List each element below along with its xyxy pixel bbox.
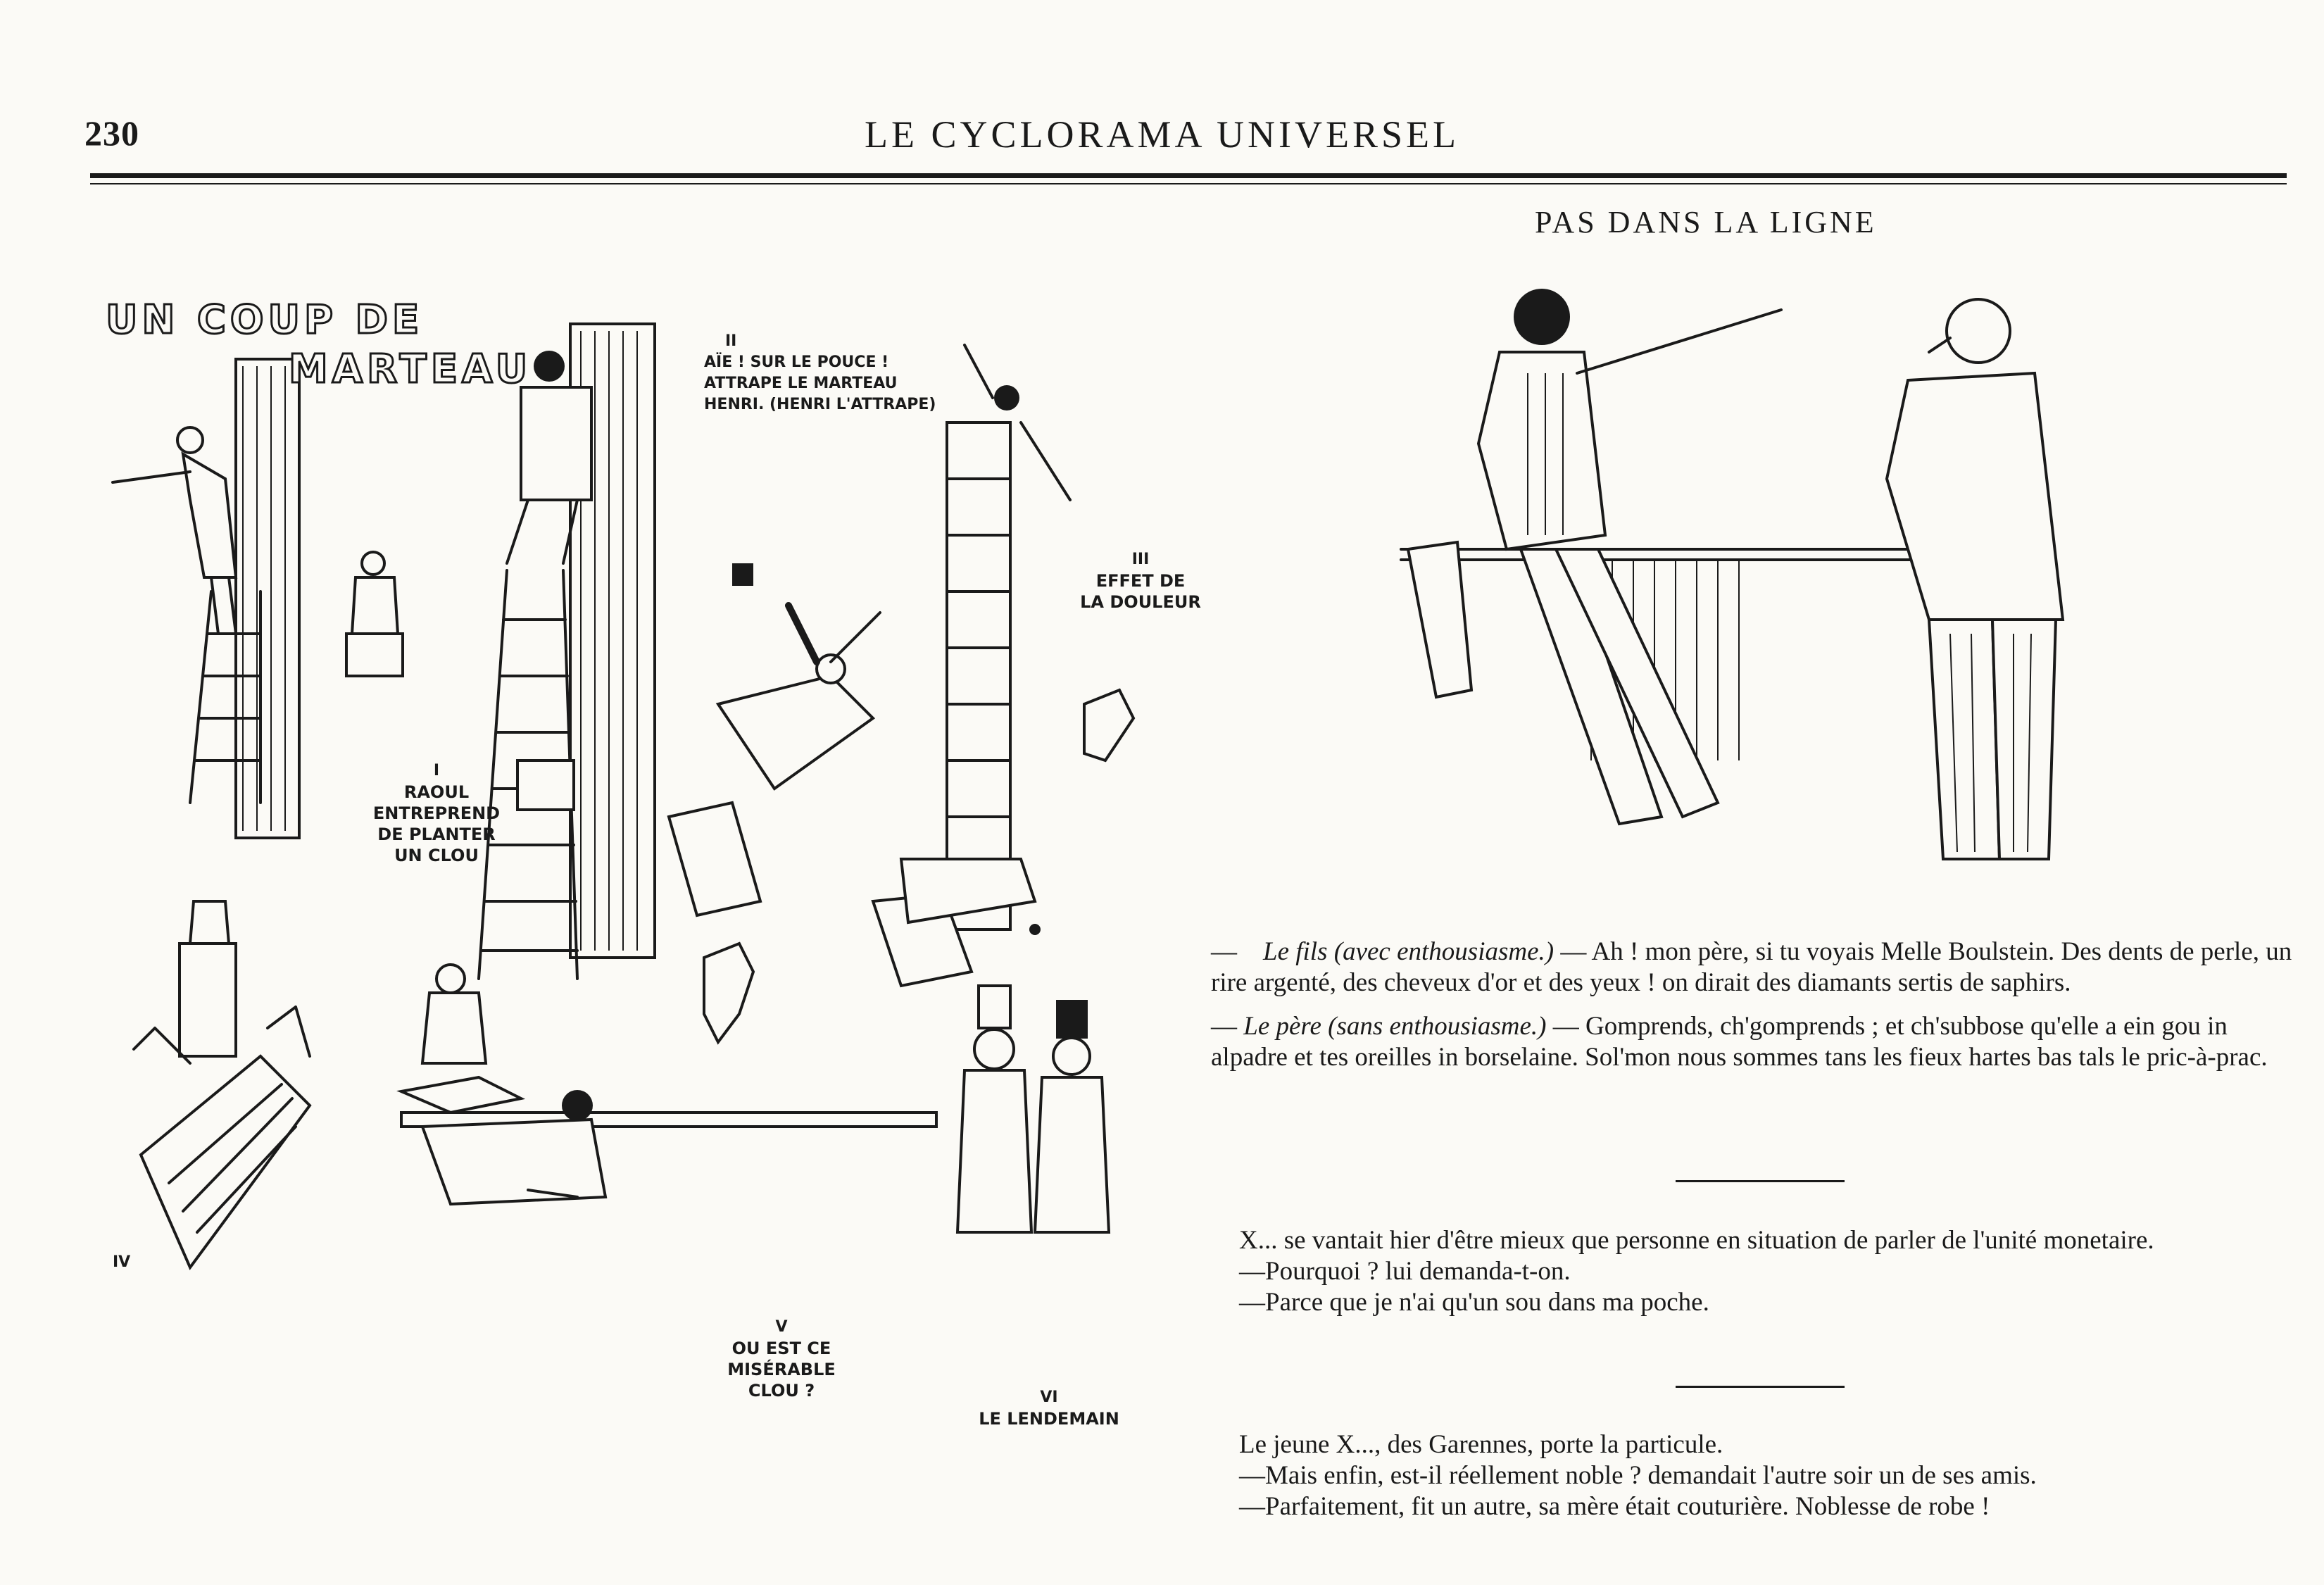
- panel-6-line-1: LE LENDEMAIN: [979, 1409, 1119, 1429]
- anecdote-2: [1211, 1429, 2295, 1522]
- panel-4-numeral: IV: [113, 1253, 131, 1271]
- panel-2-caption: [704, 331, 957, 415]
- separator-2: [1676, 1386, 1845, 1388]
- panel-1-line-2: ENTREPREND: [372, 803, 501, 823]
- panel-6-numeral: VI: [1040, 1389, 1058, 1406]
- panel-2-numeral: II: [725, 332, 737, 350]
- panel-2-line-3: HENRI. (HENRI L'ATTRAPE): [704, 396, 936, 413]
- anecdote-2-line-1: Le jeune X..., des Garennes, porte la particule.: [1239, 1430, 1723, 1459]
- panel-4-drawing: [134, 901, 310, 1267]
- dialogue-father: [1211, 1011, 2295, 1073]
- panel-3-caption: [1070, 549, 1211, 613]
- panel-5-line-2: MISÉRABLE: [727, 1360, 836, 1379]
- running-head: LE CYCLORAMA UNIVERSEL: [864, 113, 1459, 156]
- page-number: 230: [84, 113, 139, 153]
- panel-5-line-3: CLOU ?: [748, 1381, 815, 1401]
- anecdote-1-line-1: X... se vantait hier d'être mieux que personne en situation de parler de l'unité monetaire.: [1239, 1226, 2154, 1255]
- panel-5-caption: [704, 1317, 859, 1401]
- dialogue-father-text: — Gomprends, ch'gomprends ; et ch'subbose qu'elle a ein gou in alpadre et tes oreilles in borselaine. Sol'mon nous sommes tans les fieux hartes bas tals le pric-à-prac.: [1211, 1012, 2268, 1072]
- panel-3-numeral: III: [1131, 551, 1150, 568]
- comic-illustration: [84, 268, 1225, 1465]
- header-rule: [90, 173, 2287, 178]
- header-rule-thin: [90, 183, 2287, 184]
- panel-3-line-1: EFFET DE: [1095, 571, 1186, 591]
- panel-2-line-2: ATTRAPE LE MARTEAU: [704, 375, 898, 392]
- dialogue-son: [1211, 936, 2295, 998]
- dialogue-father-dash: —: [1211, 1012, 1237, 1041]
- panel-5-numeral: V: [775, 1318, 788, 1336]
- comic-title: [106, 296, 532, 394]
- panel-2-drawing: [479, 324, 655, 979]
- panel-5-line-1: OU EST CE: [731, 1339, 831, 1358]
- panel-6-caption: [957, 1387, 1141, 1429]
- panel-1-line-3: DE PLANTER: [377, 825, 496, 844]
- article-title: PAS DANS LA LIGNE: [1535, 205, 1877, 239]
- comic-title-line2: MARTEAU: [289, 346, 532, 392]
- anecdote-1-line-2: —Pourquoi ? lui demanda-t-on.: [1239, 1257, 1571, 1286]
- dialogue-son-dash: —: [1211, 937, 1237, 966]
- dialogue-father-manner: (sans enthousiasme.): [1328, 1012, 1547, 1041]
- dialogue-section: [1211, 936, 2295, 1073]
- panel-1-caption: [352, 760, 521, 866]
- anecdote-1-line-3: —Parce que je n'ai qu'un sou dans ma poche.: [1239, 1288, 1709, 1317]
- panel-1-numeral: I: [433, 762, 440, 779]
- anecdote-2-line-2: —Mais enfin, est-il réellement noble ? demandait l'autre soir un de ses amis.: [1239, 1461, 2037, 1490]
- panel-1-line-1: RAOUL: [403, 782, 470, 802]
- article-illustration: [1394, 268, 2098, 901]
- panel-3-drawing: [669, 345, 1133, 986]
- comic-title-line1: UN COUP DE: [106, 297, 424, 343]
- anecdote-1: [1211, 1225, 2295, 1318]
- comic-strip: [84, 268, 1225, 1465]
- panel-1-line-4: UN CLOU: [394, 846, 479, 865]
- panel-6-drawing: [957, 986, 1109, 1232]
- dialogue-son-speaker: Le fils: [1263, 937, 1328, 966]
- panel-3-line-2: LA DOULEUR: [1080, 592, 1201, 612]
- panel-2-line-1: AÏE ! SUR LE POUCE !: [704, 353, 889, 371]
- dialogue-son-text: — Ah ! mon père, si tu voyais Melle Boulstein. Des dents de perle, un rire argenté, des cheveux d'or et des yeux ! on dirait des diamants sertis de saphirs.: [1211, 937, 2292, 997]
- dialogue-son-manner: (avec enthousiasme.): [1333, 937, 1554, 966]
- anecdote-2-line-3: —Parfaitement, fit un autre, sa mère était couturière. Noblesse de robe !: [1239, 1492, 1990, 1521]
- separator-1: [1676, 1180, 1845, 1182]
- dialogue-father-speaker: Le père: [1243, 1012, 1321, 1041]
- panel-5-drawing: [401, 965, 936, 1204]
